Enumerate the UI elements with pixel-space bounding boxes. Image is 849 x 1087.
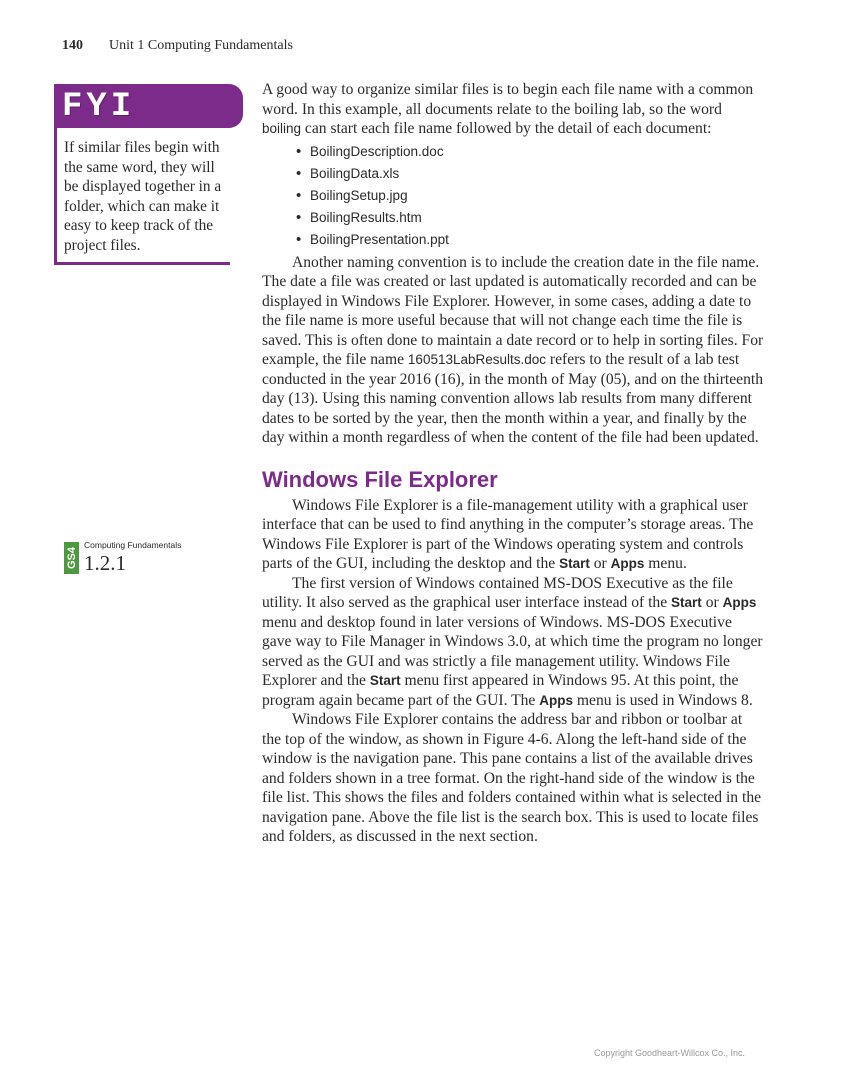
gs-badge-text: GS4	[66, 547, 78, 570]
main-content	[262, 80, 764, 847]
file-name-list	[262, 141, 764, 251]
standard-category: Computing Fundamentals	[84, 540, 182, 550]
term: Apps	[539, 692, 574, 708]
text: menu.	[644, 555, 687, 572]
section-heading: Windows File Explorer	[262, 466, 498, 492]
gs-badge	[64, 542, 79, 574]
text: menu is used in Windows 8.	[573, 691, 753, 709]
text: Windows File Explorer is a file-management utility with a graphical user interface that can be used to find anything in the computer’s storage areas. The Windows File Explorer is part of the Windows operating system and controls parts of the GUI, including the desktop and the	[262, 496, 754, 572]
copyright: Copyright Goodheart-Willcox Co., Inc.	[594, 1048, 746, 1058]
list-item: • BoilingDescription.doc	[310, 141, 764, 163]
list-item: • BoilingPresentation.ppt	[310, 229, 764, 251]
term: Start	[671, 595, 702, 610]
text: or	[589, 555, 611, 572]
list-item: • BoilingData.xls	[310, 163, 764, 185]
term: boiling	[262, 121, 302, 136]
term: Start	[559, 556, 590, 571]
paragraph-2	[262, 253, 764, 448]
text: The first version of Windows contained MS-DOS Executive as the file utility. It also served as the graphical user interface instead of the	[262, 574, 733, 611]
paragraph-3	[262, 496, 764, 574]
term: Apps	[722, 595, 757, 610]
paragraph-5: Windows File Explorer contains the address bar and ribbon or toolbar at the top of the window, as shown in Figure 4-6. Along the left-hand side of the window is the navigation pane. This pane contains a list of the available drives and folders shown in a tree format. On the right-hand side of the window is the file list. This shows the files and folders contained within what is selected in the navigation pane. Above the file list is the search box. This is used to locate files and folders, as discussed in the next section.	[262, 711, 762, 845]
fyi-label: FYI	[54, 84, 243, 128]
header-title: Unit 1 Computing Fundamentals	[109, 38, 293, 53]
text: refers to the result of a lab test conducted in the year 2016 (16), in the month of May (05), and on the thirteenth day (13). Using this naming convention allows lab results from many different dates to be sorted by the year, then the month within a year, and finally by the day within a month regardless of when the content of the file had been updated.	[262, 351, 764, 446]
fyi-text: If similar files begin with the same word, they will be displayed together in a folder, which can make it easy to keep track of the project files.	[54, 128, 230, 265]
text: menu first appeared in Windows 95. At this point, the program again became part of the GUI. The	[262, 672, 739, 709]
running-header	[62, 38, 293, 54]
text: can start each file name followed by the detail of each document:	[301, 120, 712, 137]
fyi-sidebar	[54, 84, 230, 265]
list-item: • BoilingSetup.jpg	[310, 185, 764, 207]
paragraph-4	[262, 574, 764, 711]
text: or	[701, 594, 723, 611]
standard-code: 1.2.1	[84, 551, 126, 575]
term: Apps	[610, 556, 645, 571]
text: menu and desktop found in later versions of Windows. MS-DOS Executive gave way to File Manager in Windows 3.0, at which time the program no longer served as the GUI and was strictly a file management utility. Windows File Explorer and the	[262, 613, 763, 689]
text: A good way to organize similar files is to begin each file name with a common word. In this example, all documents relate to the boiling lab, so the word	[262, 81, 754, 118]
page-number: 140	[62, 38, 83, 53]
list-item: • BoilingResults.htm	[310, 207, 764, 229]
paragraph-1	[262, 80, 764, 139]
term: Start	[369, 673, 401, 688]
text: Another naming convention is to include the creation date in the file name. The date a file was created or last updated is automatically recorded and can be displayed in Windows File Explorer. However, in some cases, adding a date to the file name is more useful because that will not change each time the file is saved. This is often done to maintain a date record or to help in sorting files. For example, the file name	[262, 253, 764, 368]
file-name-example: 160513LabResults.doc	[407, 352, 547, 367]
